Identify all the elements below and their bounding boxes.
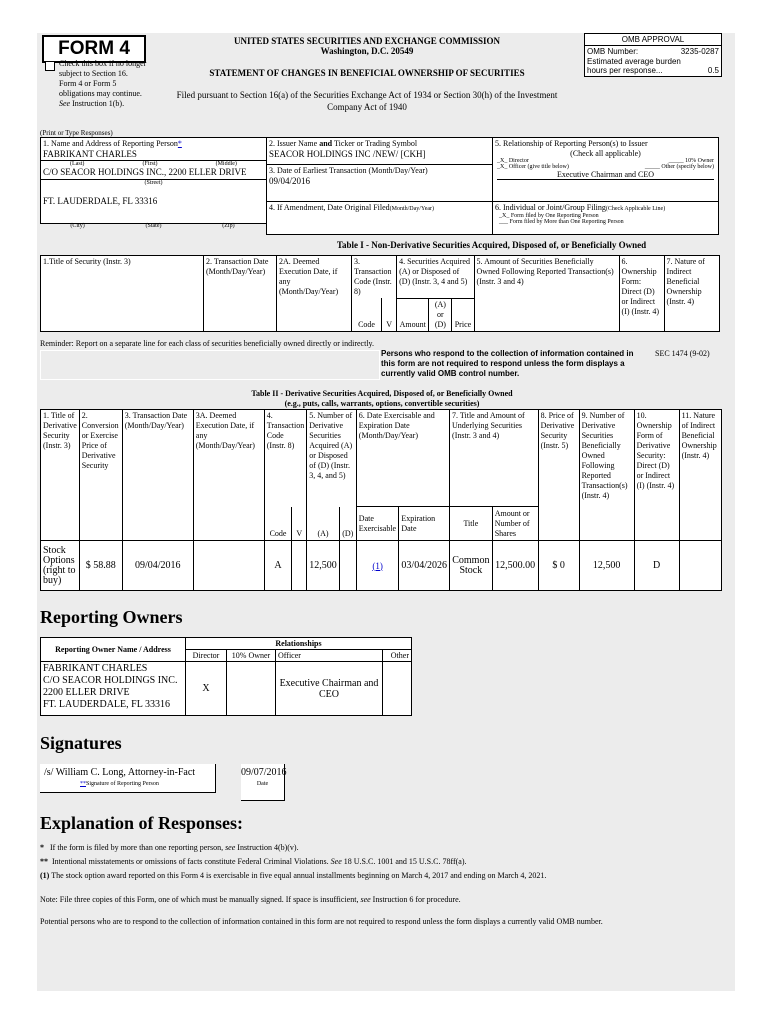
table2-title: Table II - Derivative Securities Acquired, Disposed of, or Beneficially Owned: [251, 389, 513, 398]
box4-amendment: [266, 201, 493, 235]
zip-caption: (Zip): [222, 223, 235, 229]
row-underlying-title: Common Stock: [450, 541, 493, 591]
first-caption: (First): [142, 161, 158, 167]
form-title: FORM 4: [58, 38, 130, 59]
row-deemed-date: [193, 541, 264, 591]
one-person-option[interactable]: _X_ Form filed by One Reporting Person: [499, 213, 599, 219]
other-header: Other: [383, 650, 412, 662]
officer-checkbox[interactable]: _X_ Officer (give title below): [497, 164, 569, 170]
sig-label: Signature of Reporting Person: [86, 781, 159, 787]
row-conversion-price: $ 58.88: [79, 541, 122, 591]
box3-earliest-date: [266, 164, 493, 202]
sec-code: SEC 1474 (9-02): [655, 349, 710, 358]
last-caption: (Last): [70, 161, 85, 167]
box1-reporting-person: [40, 137, 267, 224]
signature-date: 09/07/2016: [241, 767, 287, 778]
row-security: Stock Options (right to buy): [41, 541, 80, 591]
explanation-notes: [40, 841, 730, 929]
state-caption: (State): [145, 223, 162, 229]
signature-box: [40, 764, 216, 793]
t2-col-owned: 9. Number of Derivative Securities Beneficially Owned Following Reported Transaction(s) (Instr. 4): [579, 410, 634, 541]
director-checkbox[interactable]: _X_ Director: [497, 158, 529, 164]
director-header: Director: [186, 650, 227, 662]
row-disposed: [339, 541, 356, 591]
reminder-text: Reminder: Report on a separate line for each class of securities beneficially owned directly or indirectly.: [40, 339, 375, 348]
footnote-1: (1) The stock option award reported on this Form 4 is exercisable in five equal annual installments beginning on March 4, 2017 and ending on March 4, 2021.: [40, 871, 547, 880]
owner-line-4: FT. LAUDERDALE, FL 33316: [43, 699, 170, 710]
t1-col-deemed: 2A. Deemed Execution Date, if any (Month/Day/Year): [277, 256, 352, 332]
footnote-1-link[interactable]: (1): [372, 560, 383, 571]
reporting-owners-heading: Reporting Owners: [40, 607, 183, 627]
row-derivative-price: $ 0: [538, 541, 579, 591]
owner-officer-title: Executive Chairman and CEO: [276, 662, 383, 716]
table-row: [41, 662, 412, 716]
t2-col-underlying: 7. Title and Amount of Underlying Securities (Instr. 3 and 4): [450, 410, 539, 507]
t1-col-acquired: 4. Securities Acquired (A) or Disposed of (D) (Instr. 3, 4 and 5): [397, 256, 474, 299]
box3-label: 3. Date of Earliest Transaction (Month/Day/Year): [269, 166, 428, 175]
t1-col-ownership: 6. Ownership Form: Direct (D) or Indirect (I) (Instr. 4): [619, 256, 664, 332]
t2-col-nature: 11. Nature of Indirect Beneficial Ownership (Instr. 4): [679, 410, 721, 541]
no-longer-subject-checkbox[interactable]: [45, 61, 55, 71]
box5-relationship: [492, 137, 719, 202]
table1-title: Table I - Non-Derivative Securities Acquired, Disposed of, or Beneficially Owned: [336, 240, 647, 250]
table1-non-derivative: [40, 255, 720, 332]
t2-col-number: 5. Number of Derivative Securities Acquired (A) or Disposed of (D) (Instr. 3, 4, and 5): [307, 410, 357, 507]
t2-sub-code: Code: [264, 507, 292, 541]
form-page: [37, 33, 735, 991]
footnote-double-star: ** Intentional misstatements or omissions of facts constitute Federal Criminal Violations. See 18 U.S.C. 1001 and 15 U.S.C. 78ff(a).: [40, 857, 467, 866]
reporting-person-city: FT. LAUDERDALE, FL 33316: [43, 196, 158, 206]
t1-sub-v: V: [382, 298, 397, 331]
signatures-heading: Signatures: [40, 733, 122, 753]
box5-sub: (Check all applicable): [570, 149, 641, 158]
table-row: [41, 541, 722, 591]
agency-city: Washington, D.C. 20549: [320, 46, 414, 56]
owner-name-header: Reporting Owner Name / Address: [41, 638, 186, 662]
t1-col-date: 2. Transaction Date (Month/Day/Year): [204, 256, 277, 332]
owner10-header: 10% Owner: [227, 650, 276, 662]
signer-name: /s/ William C. Long, Attorney-in-Fact: [44, 767, 196, 778]
t1-sub-code: Code: [352, 298, 382, 331]
date-label: Date: [256, 781, 269, 787]
statement-title: STATEMENT OF CHANGES IN BENEFICIAL OWNERSHIP OF SECURITIES: [209, 68, 525, 78]
officer-header: Officer: [276, 650, 383, 662]
t2-col-conversion: 2. Conversion or Exercise Price of Derivative Security: [79, 410, 122, 541]
t1-col-title: 1.Title of Security (Instr. 3): [41, 256, 204, 332]
explanation-heading: Explanation of Responses:: [40, 813, 244, 833]
omb-hours-label: hours per response...: [587, 66, 663, 75]
t2-col-date: 3. Transaction Date (Month/Day/Year): [122, 410, 193, 541]
row-acquired: 12,500: [307, 541, 340, 591]
t2-sub-a: (A): [307, 507, 340, 541]
agency-name: UNITED STATES SECURITIES AND EXCHANGE COMMISSION: [234, 36, 500, 46]
omb-number-label: OMB Number:: [587, 47, 639, 56]
box2-label: 2. Issuer Name and Ticker or Trading Symbol: [269, 139, 418, 148]
reporting-owners-table: [40, 637, 412, 716]
reporting-person-address: C/O SEACOR HOLDINGS INC., 2200 ELLER DRIVE: [43, 167, 247, 177]
t2-sub-v: V: [292, 507, 307, 541]
relationships-header: Relationships: [186, 638, 412, 650]
box4-label: 4. If Amendment, Date Original Filed(Month/Day/Year): [269, 203, 435, 212]
box2-issuer: [266, 137, 493, 165]
issuer-name: SEACOR HOLDINGS INC /NEW/ [CKH]: [269, 149, 426, 159]
persons-notice: Persons who respond to the collection of information contained in this form are not required to respond unless the form displays a currently valid OMB control number.: [381, 349, 634, 378]
box1-star-link[interactable]: *: [177, 139, 182, 148]
middle-caption: (Middle): [215, 161, 237, 167]
t2-sub-title: Title: [450, 507, 493, 541]
date-box: [241, 764, 285, 801]
owner-line-2: C/O SEACOR HOLDINGS INC.: [43, 675, 178, 686]
t2-sub-amount: Amount or Number of Shares: [492, 507, 538, 541]
t1-sub-price: Price: [452, 298, 474, 331]
t1-col-nature: 7. Nature of Indirect Beneficial Ownership (Instr. 4): [664, 256, 719, 332]
filing-note: Note: File three copies of this Form, one of which must be manually signed. If space is insufficient, see Instruction 6 for procedure.: [40, 895, 461, 904]
checkbox-text: Check this box if no longer subject to Section 16. Form 4 or Form 5 obligations may continue. See Instruction 1(b).: [59, 59, 147, 108]
owner-director-mark: X: [186, 662, 227, 716]
table2-derivative: [40, 409, 722, 591]
omb-burden-label: Estimated average burden: [587, 57, 681, 66]
t1-col-amount: 5. Amount of Securities Beneficially Owned Following Reported Transaction(s) (Instr. 3 and 4): [474, 256, 619, 332]
t2-sub-exp: Expiration Date: [399, 507, 450, 541]
row-transaction-date: 09/04/2016: [122, 541, 193, 591]
box6-filing: [492, 201, 719, 235]
row-v: [292, 541, 307, 591]
row-ownership-form: D: [634, 541, 679, 591]
row-code: A: [264, 541, 292, 591]
officer-title: Executive Chairman and CEO: [497, 170, 714, 180]
t2-col-deemed: 3A. Deemed Execution Date, if any (Month/Day/Year): [193, 410, 264, 541]
potential-persons-note: Potential persons who are to respond to the collection of information contained in this form are not required to respond unless the form displays a currently valid OMB number.: [40, 917, 603, 926]
agency-header: [157, 36, 577, 113]
box6-label: 6. Individual or Joint/Group Filing(Check Applicable Line): [495, 203, 666, 212]
print-type-note: (Print or Type Responses): [40, 129, 113, 137]
city-caption: (City): [70, 223, 85, 229]
row-nature: [679, 541, 721, 591]
owner-other: [383, 662, 412, 716]
omb-hours-value: 0.5: [707, 66, 719, 75]
table2-subtitle: (e.g., puts, calls, warrants, options, convertible securities): [284, 399, 480, 408]
row-owned: 12,500: [579, 541, 634, 591]
omb-approval-box: [584, 33, 722, 77]
t2-sub-d: (D): [339, 507, 356, 541]
owner-line-3: 2200 ELLER DRIVE: [43, 687, 130, 698]
t2-col-code: 4. Transaction Code (Instr. 8): [264, 410, 307, 507]
multi-person-option[interactable]: ___ Form filed by More than One Reporting Person: [499, 219, 624, 225]
t2-col-exercisable: 6. Date Exercisable and Expiration Date (Month/Day/Year): [356, 410, 449, 507]
omb-title: OMB APPROVAL: [585, 34, 721, 46]
reminder-blank-box: [40, 350, 380, 380]
reporting-person-name: FABRIKANT CHARLES: [43, 149, 137, 159]
t2-col-form: 10. Ownership Form of Derivative Security: Direct (D) or Indirect (I) (Instr. 4): [634, 410, 679, 541]
t2-sub-date-ex: Date Exercisable: [356, 507, 399, 541]
earliest-transaction-date: 09/04/2016: [269, 176, 311, 186]
row-expiration: 03/04/2026: [399, 541, 450, 591]
owner10-checkbox[interactable]: _____ 10% Owner: [668, 158, 714, 164]
sig-footnote-link[interactable]: **: [80, 781, 86, 787]
t2-col-title: 1. Title of Derivative Security (Instr. 3): [41, 410, 80, 541]
footnote-star: * If the form is filed by more than one reporting person, see Instruction 4(b)(v).: [40, 843, 299, 852]
owner-line-1: FABRIKANT CHARLES: [43, 663, 148, 674]
street-caption: (Street): [41, 179, 266, 186]
t1-col-code: 3. Transaction Code (Instr. 8): [352, 256, 397, 299]
omb-number-value: 3235-0287: [680, 47, 719, 56]
t1-sub-amount: Amount: [397, 298, 429, 331]
row-underlying-amount: 12,500.00: [492, 541, 538, 591]
filed-pursuant: Filed pursuant to Section 16(a) of the Securities Exchange Act of 1934 or Section 30(h) of the Investment Company Act of 1940: [176, 90, 558, 112]
owner-10pct-mark: [227, 662, 276, 716]
t2-col-price: 8. Price of Derivative Security (Instr. 5): [538, 410, 579, 541]
box1-label: 1. Name and Address of Reporting Person: [43, 139, 178, 148]
other-checkbox[interactable]: _____ Other (specify below): [644, 164, 714, 170]
t1-sub-aord: (A) or (D): [429, 298, 452, 331]
box5-label: 5. Relationship of Reporting Person(s) to Issuer: [495, 139, 648, 148]
